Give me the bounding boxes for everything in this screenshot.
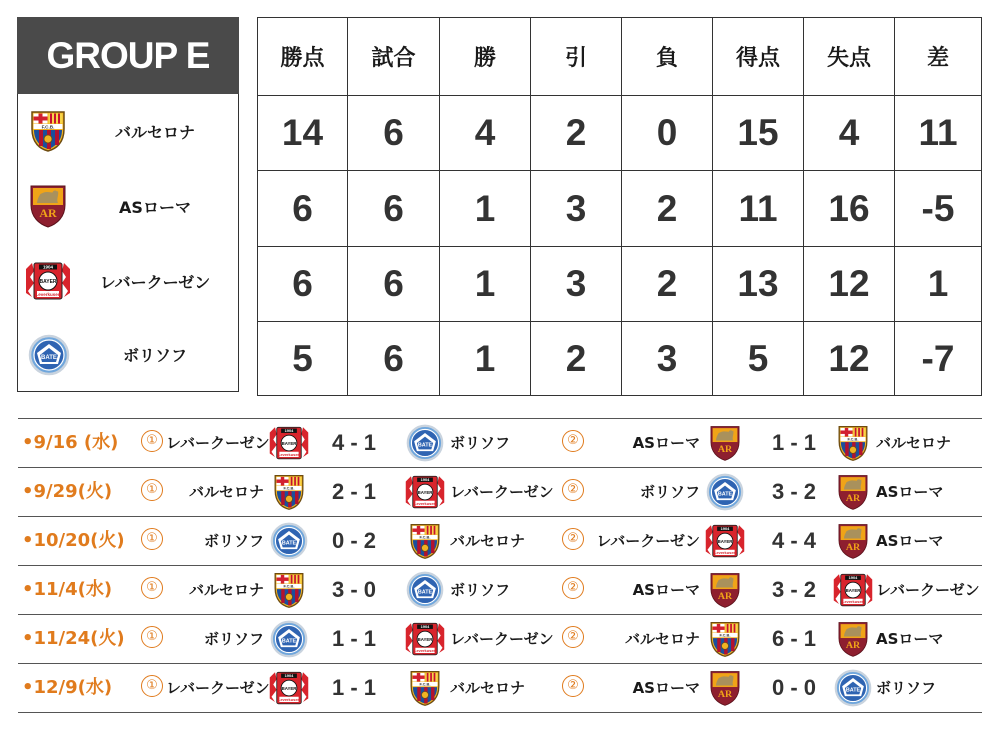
match1-home-team: レバークーゼン	[166, 434, 270, 452]
stat-cell: 6	[348, 171, 440, 247]
matchday-mark-2: ②	[562, 430, 584, 452]
match2-home-crest	[704, 669, 746, 707]
stat-cell: 6	[258, 171, 348, 247]
stat-cell: 0	[622, 96, 713, 171]
svg-text:F.C.B.: F.C.B.	[847, 436, 859, 442]
svg-text:BAYER: BAYER	[845, 587, 861, 593]
team-row-barcelona	[17, 94, 239, 169]
svg-text:1904: 1904	[284, 428, 294, 434]
fixture-date: •9/16 (水)	[22, 432, 119, 453]
group-panel	[17, 17, 239, 392]
stat-cell: 11	[713, 171, 804, 247]
stat-cell: 2	[531, 96, 622, 171]
fixture-date: •10/20(火)	[22, 530, 125, 551]
svg-text:1904: 1904	[720, 526, 730, 532]
match2-score: 3 - 2	[771, 479, 817, 504]
svg-text:BAYER: BAYER	[417, 636, 433, 642]
match1-score: 0 - 2	[331, 528, 377, 553]
svg-text:BATE: BATE	[417, 589, 433, 596]
leverkusen-crest-icon	[404, 473, 446, 511]
svg-text:BATE: BATE	[417, 442, 433, 449]
roma-crest-icon	[832, 620, 874, 658]
stat-cell: 16	[804, 171, 895, 247]
fixture-row	[18, 516, 982, 565]
stat-cell: 1	[440, 171, 531, 247]
barcelona-crest-icon	[404, 522, 446, 560]
stat-cell: 6	[348, 96, 440, 171]
match1-home-team: バルセロナ	[188, 581, 264, 599]
team-row-borisov	[17, 318, 239, 392]
match1-home-team: ボリソフ	[203, 630, 264, 648]
match2-score: 3 - 2	[771, 577, 817, 602]
fixture-date: •12/9(水)	[22, 677, 113, 698]
match2-home-crest	[704, 473, 746, 511]
match2-away-team: ASローマ	[876, 483, 944, 501]
table-row	[258, 247, 982, 322]
svg-text:Leverkusen: Leverkusen	[278, 452, 300, 458]
team-crest	[24, 261, 72, 301]
roma-crest-icon	[832, 522, 874, 560]
svg-text:Leverkusen: Leverkusen	[35, 292, 61, 297]
fixture-row	[18, 418, 982, 467]
match2-away-crest	[832, 424, 874, 462]
svg-text:F.C.B.: F.C.B.	[419, 681, 431, 687]
column-header-lost: 負	[622, 18, 713, 96]
column-header-goal-difference: 差	[895, 18, 982, 96]
stat-cell: 4	[804, 96, 895, 171]
borisov-crest-icon	[404, 424, 446, 462]
match2-home-team: レバークーゼン	[596, 532, 700, 550]
match1-away-crest	[404, 571, 446, 609]
match2-score: 4 - 4	[771, 528, 817, 553]
match1-away-crest	[404, 424, 446, 462]
matchday-mark-2: ②	[562, 479, 584, 501]
match1-score: 3 - 0	[331, 577, 377, 602]
match2-away-team: ASローマ	[876, 532, 944, 550]
svg-text:AR: AR	[845, 542, 861, 554]
match2-score: 0 - 0	[771, 675, 817, 700]
match1-away-crest	[404, 620, 446, 658]
roma-crest-icon	[704, 571, 746, 609]
team-row-leverkusen	[17, 244, 239, 319]
match1-away-team: ボリソフ	[450, 581, 511, 599]
roma-crest-icon	[28, 183, 68, 229]
match2-home-team: バルセロナ	[624, 630, 700, 648]
svg-text:AR: AR	[717, 689, 733, 701]
borisov-crest-icon	[404, 571, 446, 609]
team-name: バルセロナ	[114, 122, 195, 142]
column-header-drawn: 引	[531, 18, 622, 96]
match2-home-team: ASローマ	[632, 434, 700, 452]
svg-text:BAYER: BAYER	[417, 489, 433, 495]
roma-crest-icon	[832, 473, 874, 511]
match1-away-team: レバークーゼン	[450, 630, 554, 648]
svg-text:F.C.B.: F.C.B.	[719, 632, 731, 638]
svg-text:1904: 1904	[42, 264, 54, 270]
matchday-mark-2: ②	[562, 626, 584, 648]
column-header-won: 勝	[440, 18, 531, 96]
stat-cell: 2	[622, 171, 713, 247]
fixture-date: •11/24(火)	[22, 628, 125, 649]
svg-text:BAYER: BAYER	[39, 279, 57, 285]
match1-home-team: バルセロナ	[188, 483, 264, 501]
match1-home-team: ボリソフ	[203, 532, 264, 550]
svg-text:Leverkusen: Leverkusen	[278, 697, 300, 703]
roma-crest-icon	[704, 669, 746, 707]
svg-text:1904: 1904	[284, 673, 294, 679]
svg-text:Leverkusen: Leverkusen	[414, 648, 436, 654]
borisov-crest-icon	[832, 669, 874, 707]
match2-home-team: ASローマ	[632, 581, 700, 599]
barcelona-crest-icon	[704, 620, 746, 658]
match2-away-team: バルセロナ	[876, 434, 952, 452]
stat-cell: 3	[531, 171, 622, 247]
match2-score: 1 - 1	[771, 430, 817, 455]
stat-cell: 4	[440, 96, 531, 171]
svg-text:AR: AR	[717, 444, 733, 456]
svg-text:BAYER: BAYER	[281, 685, 297, 691]
fixture-date: •11/4(水)	[22, 579, 113, 600]
svg-text:F.C.B.: F.C.B.	[283, 583, 295, 589]
team-name: ASローマ	[119, 197, 191, 217]
match2-away-team: ASローマ	[876, 630, 944, 648]
match2-away-team: レバークーゼン	[876, 581, 980, 599]
stat-cell: 5	[258, 322, 348, 396]
match1-away-crest	[404, 669, 446, 707]
borisov-crest-icon	[704, 473, 746, 511]
svg-text:F.C.B.: F.C.B.	[41, 124, 55, 130]
svg-text:AR: AR	[39, 206, 57, 220]
matchday-mark-1: ①	[141, 430, 163, 452]
match2-away-crest	[832, 473, 874, 511]
fixture-row	[18, 614, 982, 663]
matchday-mark-1: ①	[141, 577, 163, 599]
barcelona-crest-icon	[268, 571, 310, 609]
table-row	[258, 96, 982, 171]
stat-cell: 15	[713, 96, 804, 171]
match1-home-crest	[268, 473, 310, 511]
svg-text:1904: 1904	[848, 575, 858, 581]
standings-header-row	[258, 18, 982, 96]
column-header-played: 試合	[348, 18, 440, 96]
stat-cell: 1	[895, 247, 982, 322]
svg-text:F.C.B.: F.C.B.	[283, 485, 295, 491]
matchday-mark-1: ①	[141, 528, 163, 550]
match2-home-team: ASローマ	[632, 679, 700, 697]
svg-text:1904: 1904	[420, 624, 430, 630]
leverkusen-crest-icon	[832, 571, 874, 609]
svg-text:AR: AR	[845, 493, 861, 505]
stat-cell: -7	[895, 322, 982, 396]
fixture-row	[18, 565, 982, 614]
match1-score: 1 - 1	[331, 675, 377, 700]
svg-text:1904: 1904	[420, 477, 430, 483]
team-name: レバークーゼン	[99, 272, 211, 292]
match2-home-team: ボリソフ	[639, 483, 700, 501]
svg-text:BATE: BATE	[717, 491, 733, 498]
borisov-crest-icon	[28, 334, 70, 376]
match1-away-team: ボリソフ	[450, 434, 511, 452]
barcelona-crest-icon	[404, 669, 446, 707]
match1-away-team: バルセロナ	[450, 679, 526, 697]
team-name: ボリソフ	[122, 346, 187, 365]
match1-away-crest	[404, 522, 446, 560]
svg-text:Leverkusen: Leverkusen	[414, 501, 436, 507]
borisov-crest-icon	[268, 620, 310, 658]
standings-table	[257, 17, 982, 396]
borisov-crest-icon	[268, 522, 310, 560]
leverkusen-crest-icon	[24, 261, 72, 301]
svg-text:AR: AR	[845, 640, 861, 652]
stat-cell: 3	[622, 322, 713, 396]
leverkusen-crest-icon	[704, 522, 746, 560]
barcelona-crest-icon	[832, 424, 874, 462]
stat-cell: -5	[895, 171, 982, 247]
group-title: GROUP E	[17, 17, 239, 94]
svg-text:BATE: BATE	[41, 354, 57, 361]
team-crest	[28, 334, 70, 376]
stat-cell: 2	[531, 322, 622, 396]
matchday-mark-2: ②	[562, 528, 584, 550]
barcelona-crest-icon	[28, 109, 68, 153]
fixtures-list	[18, 418, 982, 713]
matchday-mark-2: ②	[562, 675, 584, 697]
svg-text:BAYER: BAYER	[281, 440, 297, 446]
match2-score: 6 - 1	[771, 626, 817, 651]
fixture-date: •9/29(火)	[22, 481, 113, 502]
match2-home-crest	[704, 522, 746, 560]
match2-away-crest	[832, 571, 874, 609]
stat-cell: 5	[713, 322, 804, 396]
team-crest	[28, 109, 68, 153]
leverkusen-crest-icon	[268, 424, 310, 462]
matchday-mark-2: ②	[562, 577, 584, 599]
svg-text:Leverkusen: Leverkusen	[714, 550, 736, 556]
stat-cell: 12	[804, 322, 895, 396]
stat-cell: 12	[804, 247, 895, 322]
match2-home-crest	[704, 620, 746, 658]
column-header-goals-against: 失点	[804, 18, 895, 96]
svg-text:BAYER: BAYER	[717, 538, 733, 544]
matchday-mark-1: ①	[141, 675, 163, 697]
match1-away-team: レバークーゼン	[450, 483, 554, 501]
column-header-goals-for: 得点	[713, 18, 804, 96]
leverkusen-crest-icon	[268, 669, 310, 707]
stat-cell: 2	[622, 247, 713, 322]
svg-text:F.C.B.: F.C.B.	[419, 534, 431, 540]
stat-cell: 6	[348, 322, 440, 396]
match2-home-crest	[704, 571, 746, 609]
svg-text:Leverkusen: Leverkusen	[842, 599, 864, 605]
stat-cell: 1	[440, 247, 531, 322]
stat-cell: 6	[348, 247, 440, 322]
match1-home-team: レバークーゼン	[166, 679, 270, 697]
svg-text:BATE: BATE	[281, 638, 297, 645]
match2-away-crest	[832, 620, 874, 658]
stat-cell: 6	[258, 247, 348, 322]
match1-away-team: バルセロナ	[450, 532, 526, 550]
team-row-roma	[17, 168, 239, 245]
match1-home-crest	[268, 424, 310, 462]
stat-cell: 1	[440, 322, 531, 396]
match1-away-crest	[404, 473, 446, 511]
team-crest	[28, 183, 68, 229]
matchday-mark-1: ①	[141, 626, 163, 648]
match2-home-crest	[704, 424, 746, 462]
table-row	[258, 171, 982, 247]
fixture-row	[18, 467, 982, 516]
match2-away-crest	[832, 669, 874, 707]
match1-home-crest	[268, 571, 310, 609]
matchday-mark-1: ①	[141, 479, 163, 501]
match1-score: 4 - 1	[331, 430, 377, 455]
column-header-points: 勝点	[258, 18, 348, 96]
leverkusen-crest-icon	[404, 620, 446, 658]
roma-crest-icon	[704, 424, 746, 462]
match2-away-crest	[832, 522, 874, 560]
stat-cell: 11	[895, 96, 982, 171]
match1-home-crest	[268, 522, 310, 560]
stat-cell: 14	[258, 96, 348, 171]
match1-score: 1 - 1	[331, 626, 377, 651]
fixture-row	[18, 663, 982, 713]
svg-text:AR: AR	[717, 591, 733, 603]
match1-score: 2 - 1	[331, 479, 377, 504]
match2-away-team: ボリソフ	[876, 679, 937, 697]
table-row	[258, 322, 982, 396]
match1-home-crest	[268, 620, 310, 658]
svg-text:BATE: BATE	[845, 687, 861, 694]
barcelona-crest-icon	[268, 473, 310, 511]
stat-cell: 3	[531, 247, 622, 322]
svg-text:BATE: BATE	[281, 540, 297, 547]
stat-cell: 13	[713, 247, 804, 322]
match1-home-crest	[268, 669, 310, 707]
